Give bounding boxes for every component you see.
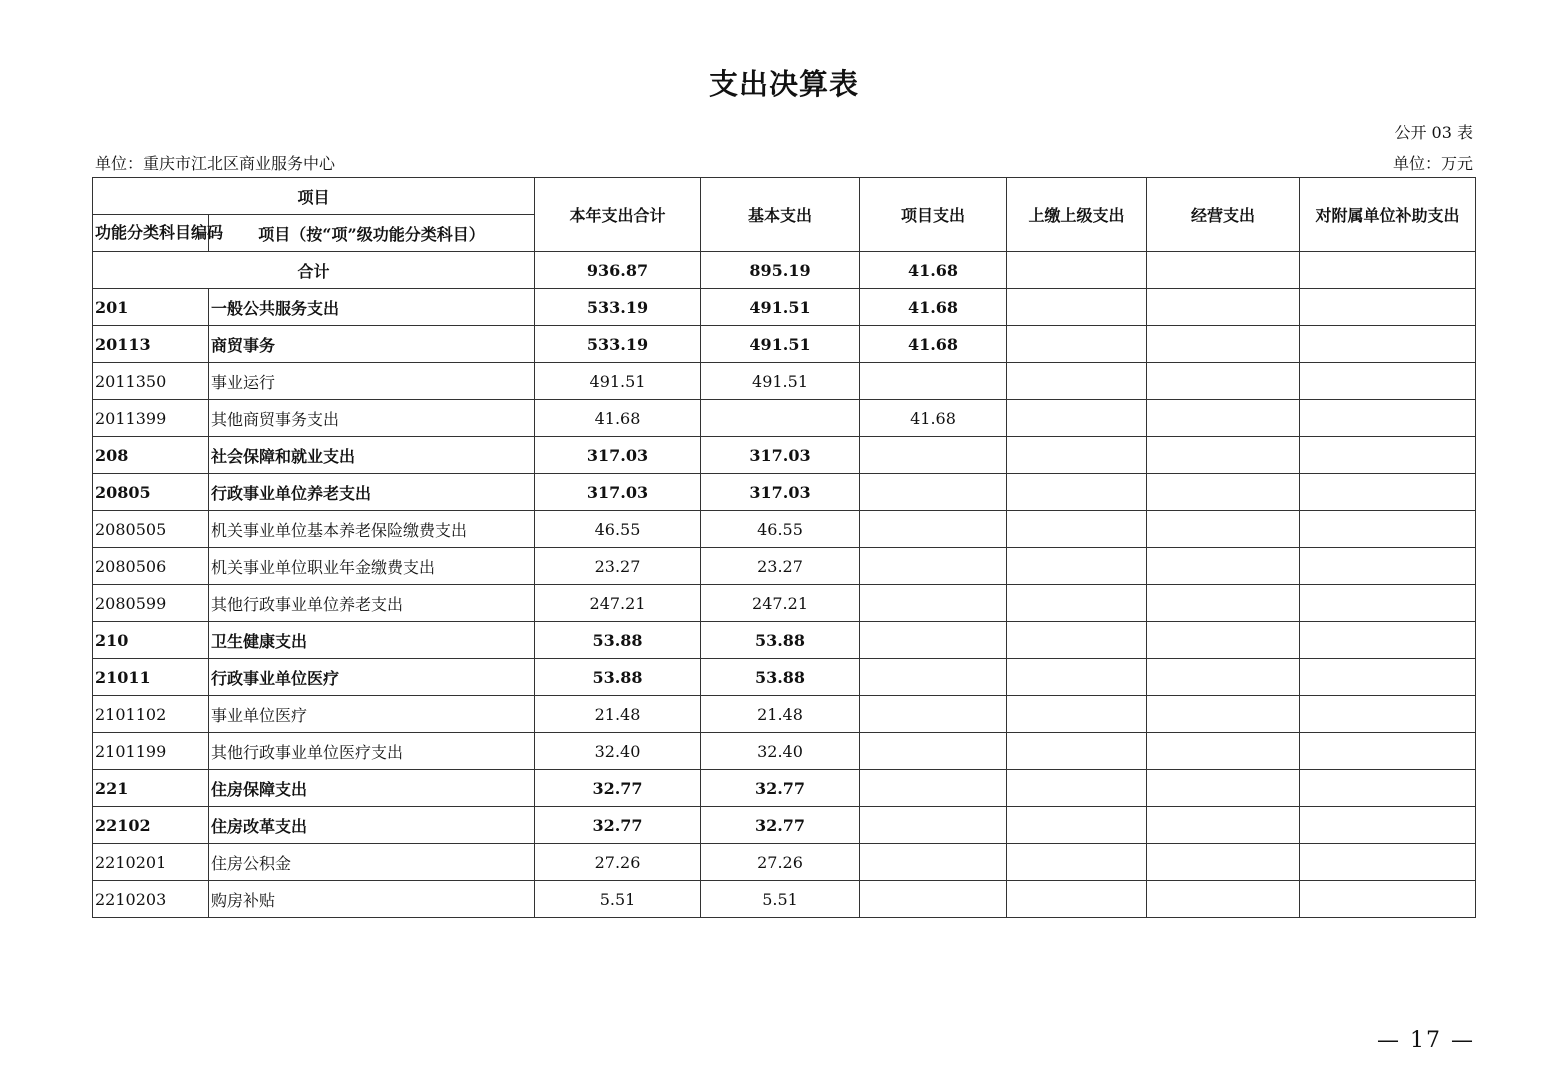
- page-number: — 17 —: [1377, 1028, 1475, 1053]
- cell-name: 住房改革支出: [209, 807, 535, 844]
- cell-basic: 27.26: [701, 844, 860, 881]
- table-row: [93, 881, 1476, 918]
- form-number: 公开 03 表: [1394, 123, 1473, 142]
- cell-upper: [1007, 326, 1147, 363]
- cell-subsidy: [1300, 844, 1476, 881]
- cell-name: 机关事业单位基本养老保险缴费支出: [209, 511, 535, 548]
- cell-code: 2011399: [93, 400, 209, 437]
- cell-code: 21011: [93, 659, 209, 696]
- cell-code: 2080506: [93, 548, 209, 585]
- total-cell-total: 936.87: [535, 252, 701, 289]
- cell-subsidy: [1300, 474, 1476, 511]
- table-row: [93, 289, 1476, 326]
- cell-business: [1147, 289, 1300, 326]
- cell-basic: 21.48: [701, 696, 860, 733]
- cell-upper: [1007, 622, 1147, 659]
- cell-basic: 5.51: [701, 881, 860, 918]
- cell-name: 机关事业单位职业年金缴费支出: [209, 548, 535, 585]
- cell-total: 41.68: [535, 400, 701, 437]
- header-subsidy: 对附属单位补助支出: [1300, 178, 1476, 252]
- cell-basic: 317.03: [701, 474, 860, 511]
- cell-project: [860, 585, 1007, 622]
- cell-name: 住房公积金: [209, 844, 535, 881]
- cell-project: [860, 474, 1007, 511]
- cell-subsidy: [1300, 881, 1476, 918]
- table-row: [93, 696, 1476, 733]
- cell-business: [1147, 474, 1300, 511]
- total-cell-upper: [1007, 252, 1147, 289]
- cell-total: 53.88: [535, 622, 701, 659]
- cell-project: [860, 511, 1007, 548]
- unit-organization: 单位：重庆市江北区商业服务中心: [95, 154, 336, 173]
- cell-total: 23.27: [535, 548, 701, 585]
- cell-code: 2101199: [93, 733, 209, 770]
- cell-business: [1147, 326, 1300, 363]
- cell-total: 32.77: [535, 770, 701, 807]
- cell-name: 事业运行: [209, 363, 535, 400]
- cell-code: 2080505: [93, 511, 209, 548]
- cell-upper: [1007, 585, 1147, 622]
- table-row: [93, 807, 1476, 844]
- total-cell-business: [1147, 252, 1300, 289]
- cell-name: 其他行政事业单位医疗支出: [209, 733, 535, 770]
- cell-name: 其他行政事业单位养老支出: [209, 585, 535, 622]
- cell-subsidy: [1300, 511, 1476, 548]
- cell-total: 32.40: [535, 733, 701, 770]
- cell-subsidy: [1300, 585, 1476, 622]
- cell-project: 41.68: [860, 400, 1007, 437]
- cell-upper: [1007, 659, 1147, 696]
- cell-project: [860, 363, 1007, 400]
- cell-upper: [1007, 696, 1147, 733]
- cell-business: [1147, 659, 1300, 696]
- cell-name: 行政事业单位医疗: [209, 659, 535, 696]
- cell-business: [1147, 585, 1300, 622]
- cell-business: [1147, 807, 1300, 844]
- cell-basic: 247.21: [701, 585, 860, 622]
- cell-total: 46.55: [535, 511, 701, 548]
- table-row: [93, 622, 1476, 659]
- cell-name: 卫生健康支出: [209, 622, 535, 659]
- cell-name: 行政事业单位养老支出: [209, 474, 535, 511]
- table-row: [93, 326, 1476, 363]
- cell-code: 2210201: [93, 844, 209, 881]
- cell-subsidy: [1300, 696, 1476, 733]
- cell-project: [860, 548, 1007, 585]
- cell-project: 41.68: [860, 289, 1007, 326]
- cell-project: [860, 881, 1007, 918]
- cell-upper: [1007, 548, 1147, 585]
- cell-code: 208: [93, 437, 209, 474]
- cell-code: 2210203: [93, 881, 209, 918]
- cell-business: [1147, 400, 1300, 437]
- cell-code: 2101102: [93, 696, 209, 733]
- cell-upper: [1007, 400, 1147, 437]
- cell-basic: 32.77: [701, 770, 860, 807]
- table-row: [93, 844, 1476, 881]
- cell-business: [1147, 844, 1300, 881]
- header-total: 本年支出合计: [535, 178, 701, 252]
- header-business: 经营支出: [1147, 178, 1300, 252]
- expense-table: [92, 177, 1476, 918]
- cell-upper: [1007, 363, 1147, 400]
- cell-business: [1147, 363, 1300, 400]
- cell-code: 201: [93, 289, 209, 326]
- cell-total: 533.19: [535, 289, 701, 326]
- cell-basic: 32.77: [701, 807, 860, 844]
- cell-upper: [1007, 474, 1147, 511]
- cell-subsidy: [1300, 659, 1476, 696]
- cell-project: [860, 659, 1007, 696]
- cell-basic: 491.51: [701, 326, 860, 363]
- cell-code: 2080599: [93, 585, 209, 622]
- cell-name: 其他商贸事务支出: [209, 400, 535, 437]
- cell-code: 22102: [93, 807, 209, 844]
- cell-upper: [1007, 807, 1147, 844]
- cell-business: [1147, 696, 1300, 733]
- cell-subsidy: [1300, 289, 1476, 326]
- cell-subsidy: [1300, 363, 1476, 400]
- total-cell-project: 41.68: [860, 252, 1007, 289]
- table-row: [93, 437, 1476, 474]
- table-row: [93, 511, 1476, 548]
- cell-business: [1147, 622, 1300, 659]
- cell-business: [1147, 770, 1300, 807]
- cell-total: 533.19: [535, 326, 701, 363]
- cell-name: 一般公共服务支出: [209, 289, 535, 326]
- table-row: [93, 733, 1476, 770]
- cell-total: 27.26: [535, 844, 701, 881]
- total-label: 合计: [93, 252, 535, 289]
- header-project: 项目支出: [860, 178, 1007, 252]
- cell-name: 事业单位医疗: [209, 696, 535, 733]
- cell-project: [860, 807, 1007, 844]
- cell-business: [1147, 881, 1300, 918]
- cell-basic: 491.51: [701, 289, 860, 326]
- cell-project: [860, 733, 1007, 770]
- cell-subsidy: [1300, 807, 1476, 844]
- cell-code: 2011350: [93, 363, 209, 400]
- cell-project: [860, 437, 1007, 474]
- cell-business: [1147, 437, 1300, 474]
- table-row: [93, 474, 1476, 511]
- cell-basic: 317.03: [701, 437, 860, 474]
- cell-subsidy: [1300, 733, 1476, 770]
- cell-name: 社会保障和就业支出: [209, 437, 535, 474]
- cell-basic: 53.88: [701, 622, 860, 659]
- cell-basic: 491.51: [701, 363, 860, 400]
- cell-business: [1147, 733, 1300, 770]
- table-row: [93, 585, 1476, 622]
- cell-name: 购房补贴: [209, 881, 535, 918]
- page-title: 支出决算表: [708, 67, 859, 101]
- unit-currency: 单位：万元: [1392, 154, 1473, 173]
- cell-total: 5.51: [535, 881, 701, 918]
- cell-code: 20805: [93, 474, 209, 511]
- cell-total: 491.51: [535, 363, 701, 400]
- cell-total: 317.03: [535, 437, 701, 474]
- cell-code: 221: [93, 770, 209, 807]
- cell-subsidy: [1300, 400, 1476, 437]
- cell-total: 21.48: [535, 696, 701, 733]
- cell-business: [1147, 511, 1300, 548]
- cell-subsidy: [1300, 622, 1476, 659]
- total-cell-subsidy: [1300, 252, 1476, 289]
- header-basic: 基本支出: [701, 178, 860, 252]
- cell-total: 317.03: [535, 474, 701, 511]
- cell-total: 247.21: [535, 585, 701, 622]
- header-upper: 上缴上级支出: [1007, 178, 1147, 252]
- cell-project: 41.68: [860, 326, 1007, 363]
- cell-subsidy: [1300, 437, 1476, 474]
- cell-basic: 53.88: [701, 659, 860, 696]
- table-row: [93, 659, 1476, 696]
- cell-project: [860, 770, 1007, 807]
- cell-basic: 46.55: [701, 511, 860, 548]
- cell-business: [1147, 548, 1300, 585]
- cell-code: 210: [93, 622, 209, 659]
- total-cell-basic: 895.19: [701, 252, 860, 289]
- header-name: 项目（按“项”级功能分类科目）: [209, 215, 535, 252]
- cell-subsidy: [1300, 770, 1476, 807]
- cell-total: 32.77: [535, 807, 701, 844]
- cell-name: 住房保障支出: [209, 770, 535, 807]
- cell-basic: 23.27: [701, 548, 860, 585]
- cell-upper: [1007, 511, 1147, 548]
- header-item-group: 项目: [93, 178, 535, 215]
- cell-upper: [1007, 844, 1147, 881]
- cell-upper: [1007, 733, 1147, 770]
- total-row: [93, 252, 1476, 289]
- cell-code: 20113: [93, 326, 209, 363]
- cell-subsidy: [1300, 326, 1476, 363]
- table-row: [93, 770, 1476, 807]
- cell-total: 53.88: [535, 659, 701, 696]
- cell-upper: [1007, 881, 1147, 918]
- table-row: [93, 548, 1476, 585]
- header-code: 功能分类科目编码: [93, 215, 209, 252]
- cell-subsidy: [1300, 548, 1476, 585]
- cell-upper: [1007, 770, 1147, 807]
- cell-project: [860, 696, 1007, 733]
- cell-project: [860, 844, 1007, 881]
- cell-name: 商贸事务: [209, 326, 535, 363]
- table-row: [93, 400, 1476, 437]
- cell-upper: [1007, 289, 1147, 326]
- table-row: [93, 363, 1476, 400]
- cell-basic: 32.40: [701, 733, 860, 770]
- cell-upper: [1007, 437, 1147, 474]
- cell-basic: [701, 400, 860, 437]
- cell-project: [860, 622, 1007, 659]
